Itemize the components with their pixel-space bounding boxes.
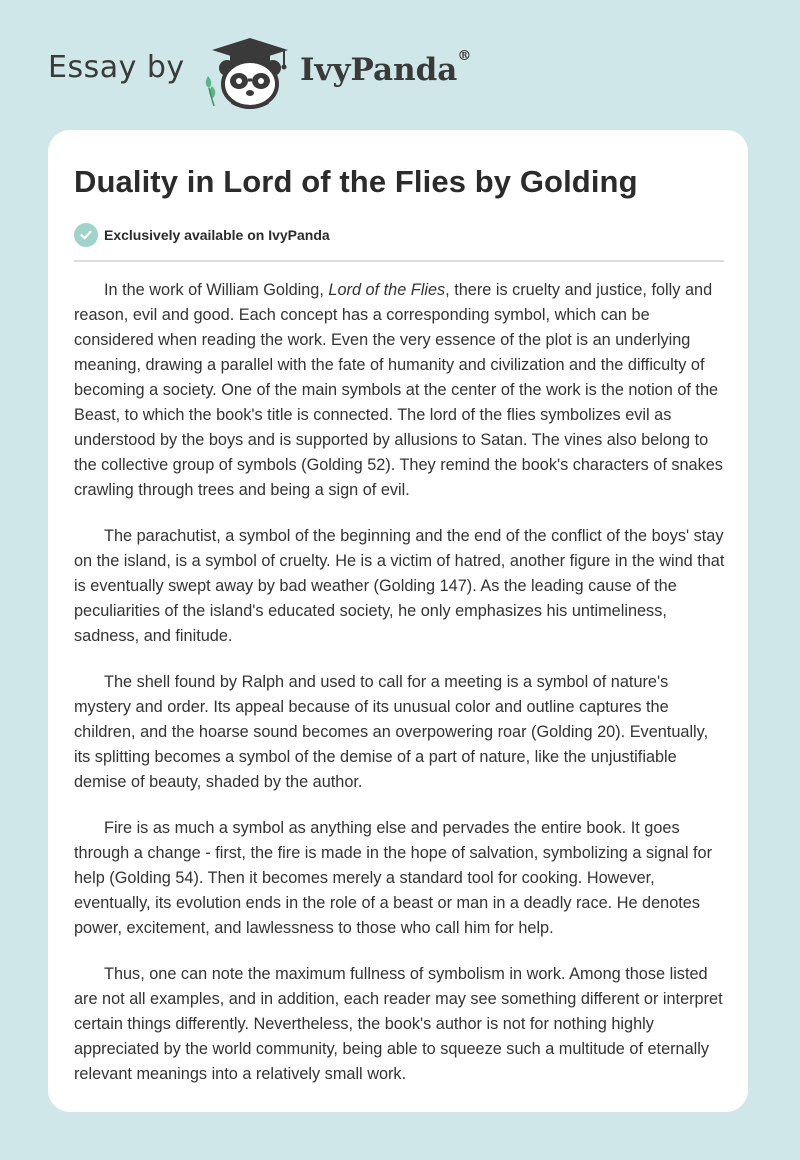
divider (74, 260, 724, 262)
paragraph-text: In the work of William Golding, (104, 281, 329, 299)
paragraph (74, 278, 726, 503)
exclusive-label: Exclusively available on IvyPanda (104, 227, 330, 243)
exclusive-badge (74, 222, 330, 248)
check-circle-icon (74, 223, 98, 247)
leaf-icon (206, 76, 216, 106)
essay-body (74, 278, 726, 1108)
brand-name: IvyPanda (300, 52, 458, 88)
site-header (0, 0, 800, 130)
paragraph: Fire is as much a symbol as anything else and pervades the entire book. It goes through a change - first, the fire is made in the hope of salvation, symbolizing a signal for help (Golding 54). Then it becomes merely a standard tool for cooking. However, eventually, its evolution ends in the role of a beast or man in a deadly race. He denotes power, excitement, and lawlessness to those who call him for help. (74, 819, 713, 937)
essay-title: Duality in Lord of the Flies by Golding (74, 164, 638, 199)
paragraph-text: , there is cruelty and justice, folly and reason, evil and good. Each concept has a corresponding symbol, which can be considered when reading the work. Even the very essence of the plot is an underlying meaning, drawing a parallel with the fate of humanity and civilization and the difficulty of becoming a society. One of the main symbols at the center of the work is the notion of the Beast, to which the book's title is connected. The lord of the flies symbolizes evil as understood by the boys and is supported by allusions to Satan. The vines also belong to the collective group of symbols (Golding 52). They remind the book's characters of snakes crawling through trees and being a sign of evil. (74, 281, 723, 499)
panda-logo-icon[interactable] (200, 36, 300, 110)
essay-card (48, 130, 748, 1112)
paragraph: The shell found by Ralph and used to call for a meeting is a symbol of nature's mystery and order. Its appeal because of its unusual color and outline captures the children, and the hoarse sound becomes an overpowering roar (Golding 20). Eventually, its splitting becomes a symbol of the demise of a part of nature, like the unjustifiable demise of beauty, shaded by the author. (74, 673, 709, 791)
essay-by-label: Essay by (48, 50, 185, 85)
paragraph: The parachutist, a symbol of the beginning and the end of the conflict of the boys' stay on the island, is a symbol of cruelty. He is a victim of hatred, another figure in the wind that is eventually swept away by bad weather (Golding 147). As the leading cause of the peculiarities of the island's educated society, he only emphasizes his untimeliness, sadness, and finitude. (74, 527, 725, 645)
brand-wordmark[interactable] (300, 48, 472, 88)
registered-mark: ® (457, 48, 472, 64)
paragraph: Thus, one can note the maximum fullness of symbolism in work. Among those listed are not all examples, and in addition, each reader may see something different or interpret certain things differently. Nevertheless, the book's author is not for nothing highly appreciated by the world community, being able to squeeze such a multitude of eternally relevant meanings into a relatively small work. (74, 965, 723, 1083)
book-title-italic: Lord of the Flies (328, 281, 446, 299)
